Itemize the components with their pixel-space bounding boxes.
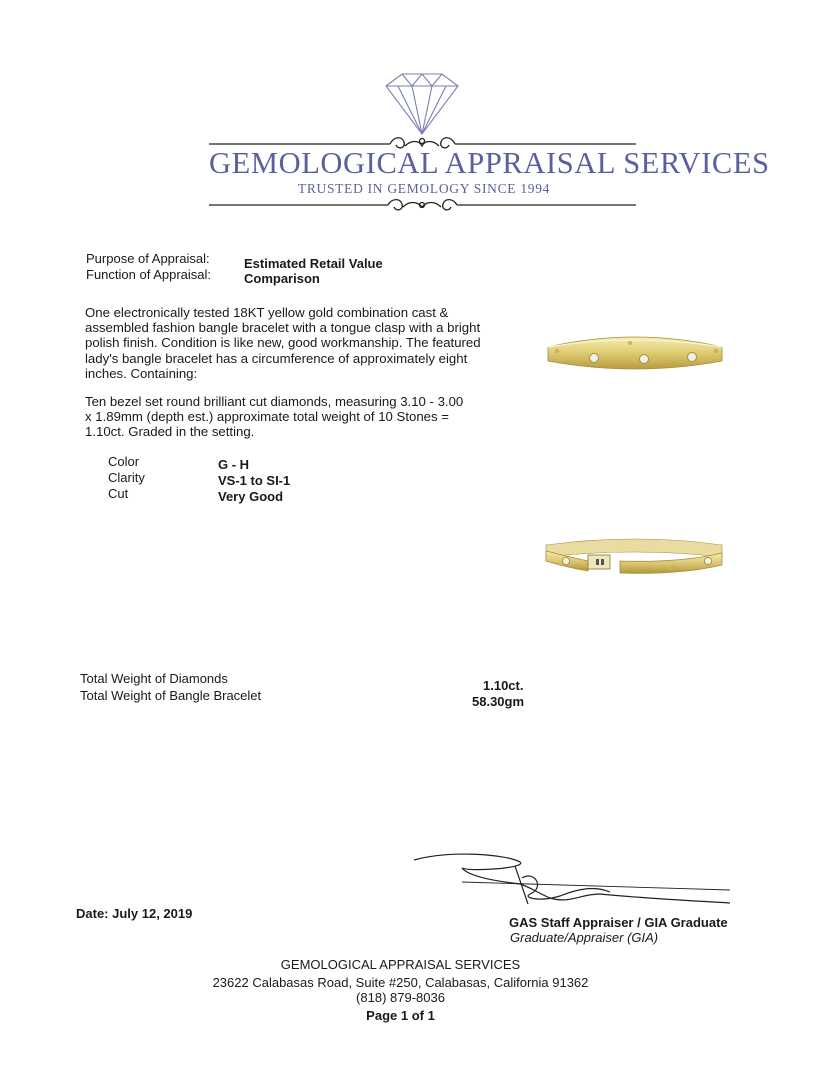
bottom-divider — [209, 200, 636, 210]
bracelet-photo-open — [540, 533, 730, 578]
description-line: 1.10ct. Graded in the setting. — [85, 424, 255, 440]
total-diamonds-label: Total Weight of Diamonds — [80, 671, 228, 686]
appraisal-date: Date: July 12, 2019 — [76, 906, 193, 921]
purpose-value: Estimated Retail Value — [244, 256, 383, 271]
description-line: lady's bangle bracelet has a circumference of approximately eight — [85, 350, 468, 366]
function-value: Comparison — [244, 271, 320, 286]
bracelet-photo-side — [540, 325, 730, 380]
grade-value-cut: Very Good — [218, 489, 284, 504]
description-line: Ten bezel set round brilliant cut diamonds, measuring 3.10 - 3.00 — [85, 394, 464, 409]
company-tagline: TRUSTED IN GEMOLOGY SINCE 1994 — [297, 181, 551, 196]
company-name: GEMOLOGICAL APPRAISAL SERVICES — [209, 146, 770, 180]
footer-phone: (818) 879-8036 — [356, 990, 445, 1005]
total-bracelet-label: Total Weight of Bangle Bracelet — [80, 688, 262, 703]
grade-value-color: G - H — [218, 457, 250, 472]
grade-label-clarity: Clarity — [108, 470, 145, 485]
grade-label-cut: Cut — [108, 486, 129, 501]
function-label: Function of Appraisal: — [86, 267, 212, 282]
item-description — [85, 305, 505, 381]
stones-description — [85, 394, 505, 440]
description-line: polish finish. Condition is like new, good workmanship. The featured — [85, 335, 481, 351]
total-bracelet-value: 58.30gm — [472, 694, 525, 709]
grade-label-color: Color — [108, 454, 140, 469]
footer-company: GEMOLOGICAL APPRAISAL SERVICES — [280, 957, 521, 972]
footer-address: 23622 Calabasas Road, Suite #250, Calabasas, California 91362 — [212, 975, 589, 990]
total-diamonds-value: 1.10ct. — [483, 678, 524, 693]
page-number: Page 1 of 1 — [366, 1008, 435, 1023]
diamond-icon — [386, 74, 458, 134]
purpose-label: Purpose of Appraisal: — [86, 251, 210, 266]
grade-value-clarity: VS-1 to SI-1 — [218, 473, 291, 488]
appraiser-title: GAS Staff Appraiser / GIA Graduate — [509, 915, 728, 930]
description-line: inches. Containing: — [85, 365, 198, 381]
description-line: One electronically tested 18KT yellow gold combination cast & — [85, 305, 449, 320]
description-line: assembled fashion bangle bracelet with a tongue clasp with a bright — [85, 320, 481, 336]
description-line: x 1.89mm (depth est.) approximate total weight of 10 Stones = — [85, 409, 449, 425]
appraiser-subtitle: Graduate/Appraiser (GIA) — [510, 930, 659, 945]
handwritten-signature — [410, 848, 740, 914]
